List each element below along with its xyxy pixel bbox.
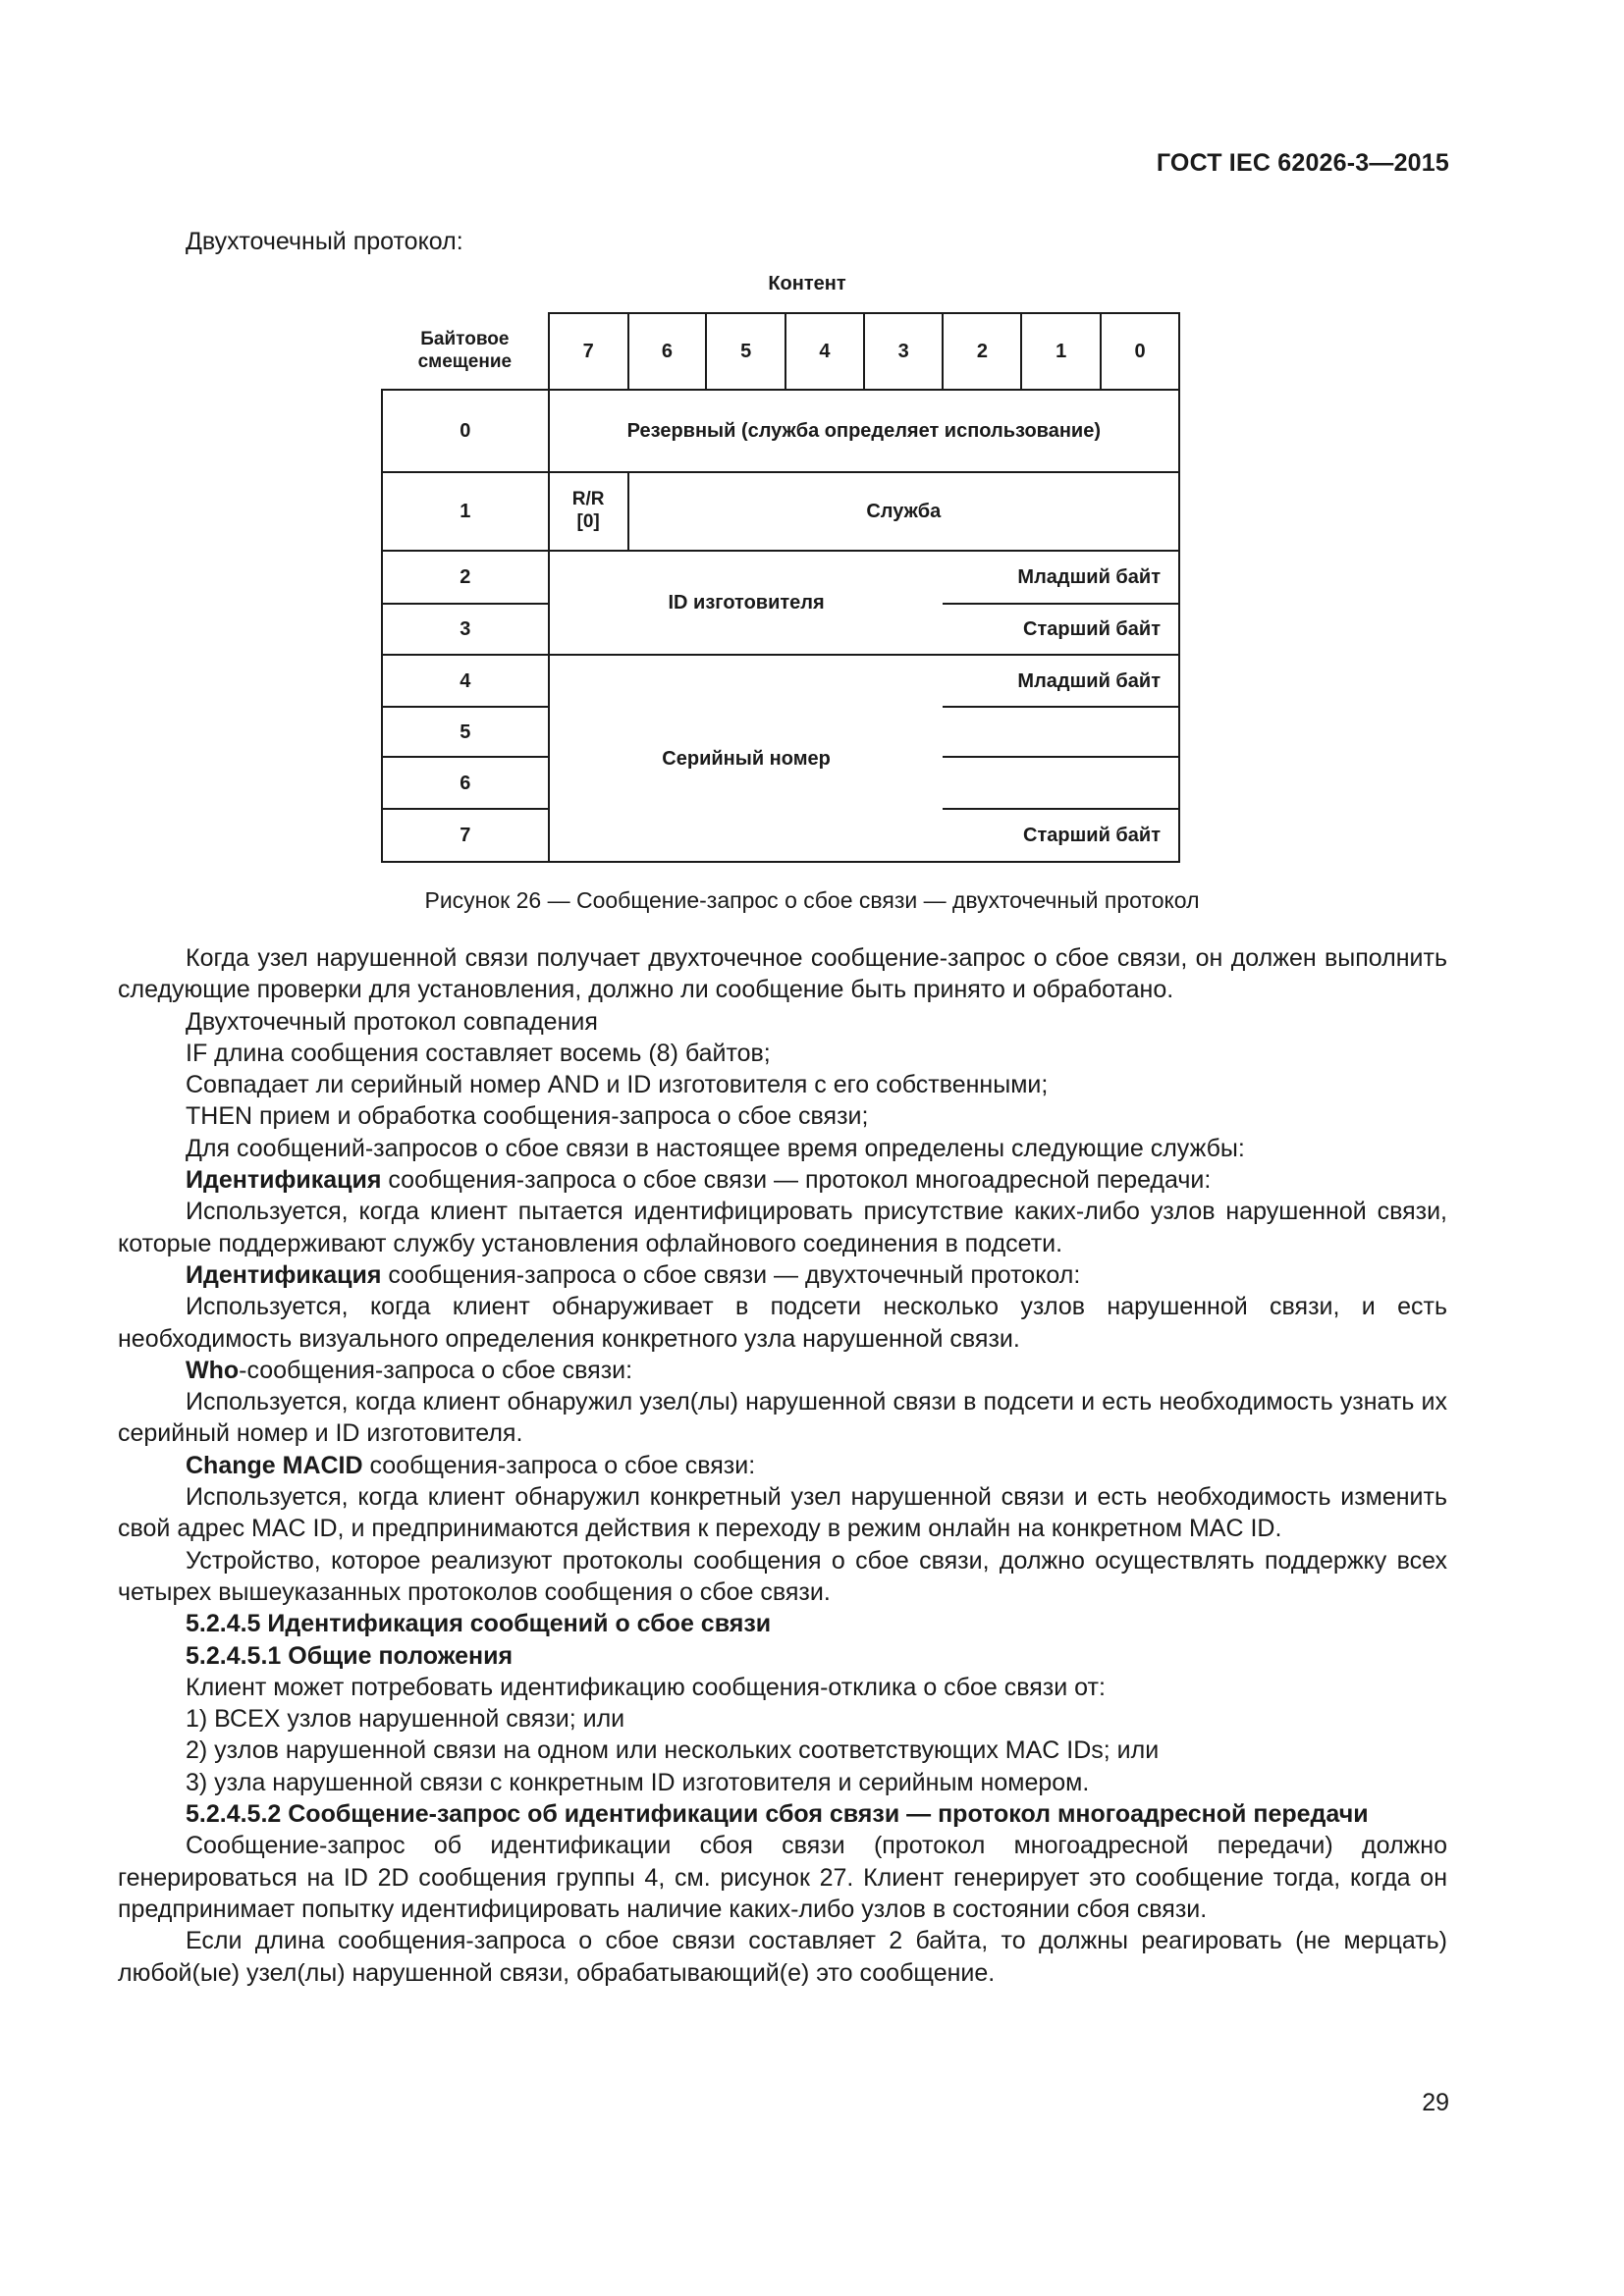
paragraph: Change MACID сообщения-запроса о сбое связи:	[186, 1451, 756, 1479]
document-header: ГОСТ IEC 62026-3—2015	[1156, 149, 1449, 177]
paragraph: Если длина сообщения-запроса о сбое связи составляет 2 байта, то должны реагировать (не мерцать) любой(ые) узел(лы) нарушенной связи, обрабатывающий(е) это сообщение.	[118, 1927, 1447, 1987]
list-item: 3) узла нарушенной связи с конкретным ID изготовителя и серийным номером.	[186, 1768, 1090, 1796]
paragraph: Используется, когда клиент обнаружил конкретный узел нарушенной связи и есть необходимость изменить свой адрес MAC ID, и предпринимаются действия к переходу в режим онлайн на конкретном MAC ID.	[118, 1483, 1447, 1543]
paragraph: Идентификация сообщения-запроса о сбое связи — протокол многоадресной передачи:	[186, 1166, 1212, 1195]
paragraph: Двухточечный протокол совпадения	[186, 1007, 598, 1036]
paragraph: Совпадает ли серийный номер AND и ID изготовителя с его собственными;	[186, 1071, 1049, 1099]
offset-5: 5	[382, 707, 549, 757]
paragraph: Клиент может потребовать идентификацию сообщения-отклика о сбое связи от:	[186, 1673, 1106, 1701]
section-heading: 5.2.4.5.2 Сообщение-запрос об идентификации сбоя связи — протокол многоадресной передачи	[186, 1800, 1369, 1829]
offset-0: 0	[382, 390, 549, 472]
intro-label: Двухточечный протокол:	[186, 228, 463, 255]
bit-6: 6	[628, 313, 707, 390]
list-item: 1) ВСЕХ узлов нарушенной связи; или	[186, 1705, 625, 1734]
body-text	[118, 942, 1447, 1989]
offset-6: 6	[382, 757, 549, 809]
vendor-high-byte: Старший байт	[943, 604, 1179, 655]
term: Идентификация	[186, 1166, 382, 1195]
service-field: Служба	[628, 472, 1179, 551]
bit-2: 2	[943, 313, 1021, 390]
offset-4: 4	[382, 655, 549, 707]
vendor-id-field: ID изготовителя	[549, 551, 944, 655]
serial-number-field: Серийный номер	[549, 655, 944, 862]
term: Change MACID	[186, 1451, 363, 1479]
paragraph: IF длина сообщения составляет восемь (8) байтов;	[186, 1039, 771, 1067]
document-page: ГОСТ IEC 62026-3—2015 Двухточечный протокол: Контент Байтовое смещение 7 6 5 4 3 2 1 0 0 Резервный (служба определяет использование) 1 R/R [0] Служба 2 ID изготовителя Младший байт 3 Старший байт 4 Серийный номер Младший байт 5 6 7 Старший байт Рисунок 26 — Сообщение-запрос о сбое связи — двухточечный протокол Когда узел нарушенной связи получает двухточечное сообщение-запрос о сбое связи, он должен выполнить следующие проверки для установления, должно ли сообщение быть принято и обработано. Двухточечный протокол совпадения IF длина сообщения составляет восемь (8) байтов; Совпадает ли серийный номер AND и ID изготовителя с его собственными; THEN прием и обработка сообщения-запроса о сбое связи; Для сообщений-запросов о сбое связи в настоящее время определены следующие службы: Идентификация сообщения-запроса о сбое связи — протокол многоадресной передачи: Используется, когда клиент пытается идентифицировать присутствие каких-либо узлов нарушенной связи, которые поддерживают службу установления офлайнового соединения в подсети. Идентификация сообщения-запроса о сбое связи — двухточечный протокол: Используется, когда клиент обнаруживает в подсети несколько узлов нарушенной связи, и есть необходимость визуального определения конкретного узла нарушенной связи. Who-сообщения-запроса о сбое связи: Используется, когда клиент обнаружил узел(лы) нарушенной связи в подсети и есть необходимость узнать их серийный номер и ID изготовителя. Change MACID сообщения-запроса о сбое связи: Используется, когда клиент обнаружил конкретный узел нарушенной связи и есть необходимость изменить свой адрес MAC ID, и предпринимаются действия к переходу в режим онлайн на конкретном MAC ID. Устройство, которое реализуют протоколы сообщения о сбое связи, должно осуществлять поддержку всех четырех вышеуказанных протоколов сообщения о сбое связи. 5.2.4.5 Идентификация сообщений о сбое связи 5.2.4.5.1 Общие положения Клиент может потребовать идентификацию сообщения-отклика о сбое связи от: 1) ВСЕХ узлов нарушенной связи; или 2) узлов нарушенной связи на одном или нескольких соответствующих MAC IDs; или 3) узла нарушенной связи с конкретным ID изготовителя и серийным номером. 5.2.4.5.2 Сообщение-запрос об идентификации сбоя связи — протокол многоадресной передачи Сообщение-запрос об идентификации сбоя связи (протокол многоадресной передачи) должно генерироваться на ID 2D сообщения группы 4, см. рисунок 27. Клиент генерирует это сообщение тогда, когда он предпринимает попытку идентифицировать наличие каких-либо узлов в состоянии сбоя связи. Если длина сообщения-запроса о сбое связи составляет 2 байта, то должны реагировать (не мерцать) любой(ые) узел(лы) нарушенной связи, обрабатывающий(е) это сообщение. 29	[0, 0, 1624, 2296]
vendor-low-byte: Младший байт	[943, 551, 1179, 604]
serial-byte-6	[943, 757, 1179, 809]
paragraph: Идентификация сообщения-запроса о сбое связи — двухточечный протокол:	[186, 1260, 1081, 1289]
bit-1: 1	[1021, 313, 1101, 390]
paragraph: Используется, когда клиент обнаруживает в подсети несколько узлов нарушенной связи, и есть необходимость визуального определения конкретного узла нарушенной связи.	[118, 1293, 1447, 1353]
bit-0: 0	[1101, 313, 1179, 390]
paragraph: Who-сообщения-запроса о сбое связи:	[186, 1356, 633, 1384]
offset-3: 3	[382, 604, 549, 655]
reserved-field: Резервный (служба определяет использование)	[549, 390, 1179, 472]
serial-high-byte: Старший байт	[943, 809, 1179, 862]
paragraph: THEN прием и обработка сообщения-запроса о сбое связи;	[186, 1102, 869, 1131]
serial-byte-5	[943, 707, 1179, 757]
offset-2: 2	[382, 551, 549, 604]
paragraph: Когда узел нарушенной связи получает двухточечное сообщение-запрос о сбое связи, он должен выполнить следующие проверки для установления, должно ли сообщение быть принято и обработано.	[118, 944, 1447, 1004]
paragraph: Используется, когда клиент пытается идентифицировать присутствие каких-либо узлов нарушенной связи, которые поддерживают службу установления офлайнового соединения в подсети.	[118, 1198, 1447, 1257]
rr-field: R/R [0]	[549, 472, 628, 551]
page-number: 29	[1422, 2089, 1449, 2116]
paragraph: Устройство, которое реализуют протоколы сообщения о сбое связи, должно осуществлять поддержку всех четырех вышеуказанных протоколов сообщения о сбое связи.	[118, 1546, 1447, 1606]
offset-header: Байтовое смещение	[417, 328, 513, 372]
section-heading: 5.2.4.5.1 Общие положения	[186, 1641, 514, 1670]
serial-low-byte: Младший байт	[943, 655, 1179, 707]
paragraph: Сообщение-запрос об идентификации сбоя связи (протокол многоадресной передачи) должно генерироваться на ID 2D сообщения группы 4, см. рисунок 27. Клиент генерирует это сообщение тогда, когда он предпринимает попытку идентифицировать наличие каких-либо узлов в состоянии сбоя связи.	[118, 1832, 1447, 1923]
bit-5: 5	[706, 313, 785, 390]
figure-caption: Рисунок 26 — Сообщение-запрос о сбое связи — двухточечный протокол	[424, 887, 1200, 913]
bit-7: 7	[549, 313, 628, 390]
term: Идентификация	[186, 1260, 382, 1289]
list-item: 2) узлов нарушенной связи на одном или нескольких соответствующих MAC IDs; или	[186, 1736, 1160, 1765]
section-heading: 5.2.4.5 Идентификация сообщений о сбое связи	[186, 1610, 772, 1638]
byte-table	[381, 312, 1180, 863]
term: Who	[186, 1356, 240, 1384]
bit-3: 3	[864, 313, 944, 390]
bit-4: 4	[785, 313, 864, 390]
paragraph: Для сообщений-запросов о сбое связи в настоящее время определены следующие службы:	[186, 1134, 1245, 1162]
offset-1: 1	[382, 472, 549, 551]
offset-7: 7	[382, 809, 549, 862]
paragraph: Используется, когда клиент обнаружил узел(лы) нарушенной связи в подсети и есть необходимость узнать их серийный номер и ID изготовителя.	[118, 1388, 1447, 1448]
